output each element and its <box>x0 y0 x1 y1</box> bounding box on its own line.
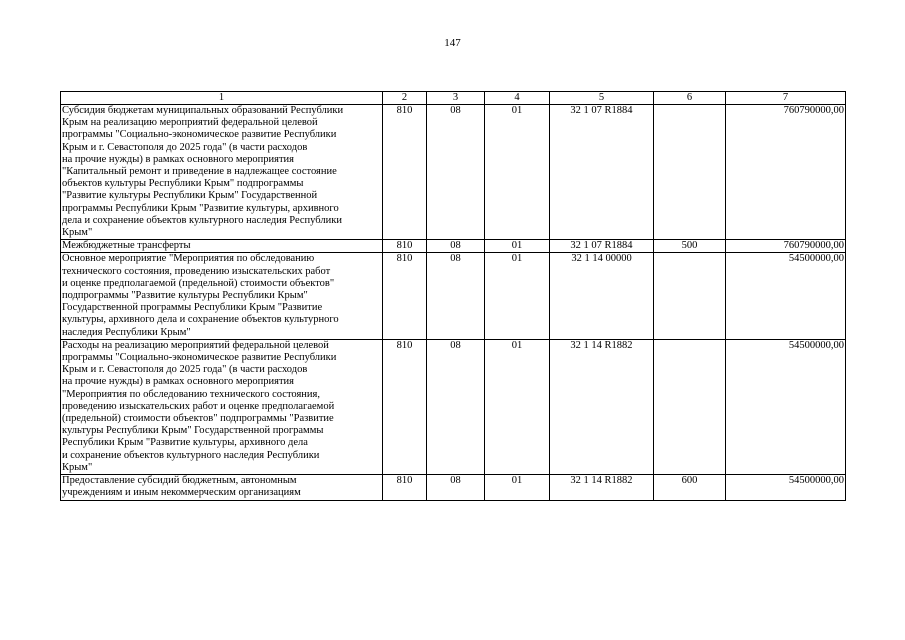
page-number: 147 <box>444 37 461 49</box>
row-description: Предоставление субсидий бюджетным, автономным учреждениям и иным некоммерческим организациям <box>61 475 383 500</box>
row-amount: 54500000,00 <box>726 475 846 500</box>
row-code-target: 32 1 14 00000 <box>550 253 654 339</box>
row-code-expense-type <box>654 105 726 240</box>
row-code-ministry: 810 <box>383 105 427 240</box>
row-code-subsection: 01 <box>485 105 550 240</box>
table-row <box>61 240 846 253</box>
row-amount: 54500000,00 <box>726 339 846 474</box>
table-row <box>61 475 846 500</box>
row-amount: 54500000,00 <box>726 253 846 339</box>
row-code-section: 08 <box>427 253 485 339</box>
row-code-target: 32 1 14 R1882 <box>550 339 654 474</box>
column-header-4: 4 <box>485 92 550 105</box>
row-code-ministry: 810 <box>383 253 427 339</box>
row-code-ministry: 810 <box>383 240 427 253</box>
row-code-section: 08 <box>427 339 485 474</box>
column-header-3: 3 <box>427 92 485 105</box>
row-code-section: 08 <box>427 240 485 253</box>
row-description: Расходы на реализацию мероприятий федеральной целевой программы "Социально-экономическое развитие Республики Крым и г. Севастополя до 2025 года" (в части расходов на прочие нужды) в рамках основного мероприятия "Мероприятия по обследованию технического состояния, проведению изыскательских работ и оценке предполагаемой (предельной) стоимости объектов" подпрограммы "Развитие культуры Республики Крым" Государственной программы Республики Крым "Развитие культуры, архивного дела и сохранение объектов культурного наследия Республики Крым" <box>61 339 383 474</box>
row-description: Основное мероприятие "Мероприятия по обследованию технического состояния, проведению изыскательских работ и оценке предполагаемой (предельной) стоимости объектов" подпрограммы "Развитие культуры Республики Крым" Государственной программы Республики Крым "Развитие культуры, архивного дела и сохранение объектов культурного наследия Республики Крым" <box>61 253 383 339</box>
row-code-ministry: 810 <box>383 339 427 474</box>
row-description: Межбюджетные трансферты <box>61 240 383 253</box>
row-code-ministry: 810 <box>383 475 427 500</box>
row-code-target: 32 1 07 R1884 <box>550 240 654 253</box>
column-header-2: 2 <box>383 92 427 105</box>
row-code-expense-type <box>654 253 726 339</box>
row-amount: 760790000,00 <box>726 240 846 253</box>
row-code-subsection: 01 <box>485 475 550 500</box>
row-description: Субсидия бюджетам муниципальных образований Республики Крым на реализацию мероприятий федеральной целевой программы "Социально-экономическое развитие Республики Крым и г. Севастополя до 2025 года" (в части расходов на прочие нужды) в рамках основного мероприятия "Капитальный ремонт и приведение в надлежащее состояние объектов культуры Республики Крым" подпрограммы "Развитие культуры Республики Крым" Государственной программы Республики Крым "Развитие культуры, архивного дела и сохранение объектов культурного наследия Республики Крым" <box>61 105 383 240</box>
table-row <box>61 105 846 240</box>
row-code-target: 32 1 07 R1884 <box>550 105 654 240</box>
table-row <box>61 253 846 339</box>
row-code-subsection: 01 <box>485 240 550 253</box>
budget-table <box>60 91 846 501</box>
table-header-row <box>61 92 846 105</box>
table-row <box>61 339 846 474</box>
column-header-5: 5 <box>550 92 654 105</box>
row-code-section: 08 <box>427 105 485 240</box>
row-code-expense-type <box>654 339 726 474</box>
row-code-expense-type: 600 <box>654 475 726 500</box>
column-header-6: 6 <box>654 92 726 105</box>
row-code-expense-type: 500 <box>654 240 726 253</box>
column-header-7: 7 <box>726 92 846 105</box>
row-code-subsection: 01 <box>485 339 550 474</box>
row-amount: 760790000,00 <box>726 105 846 240</box>
column-header-1: 1 <box>61 92 383 105</box>
row-code-subsection: 01 <box>485 253 550 339</box>
row-code-target: 32 1 14 R1882 <box>550 475 654 500</box>
row-code-section: 08 <box>427 475 485 500</box>
